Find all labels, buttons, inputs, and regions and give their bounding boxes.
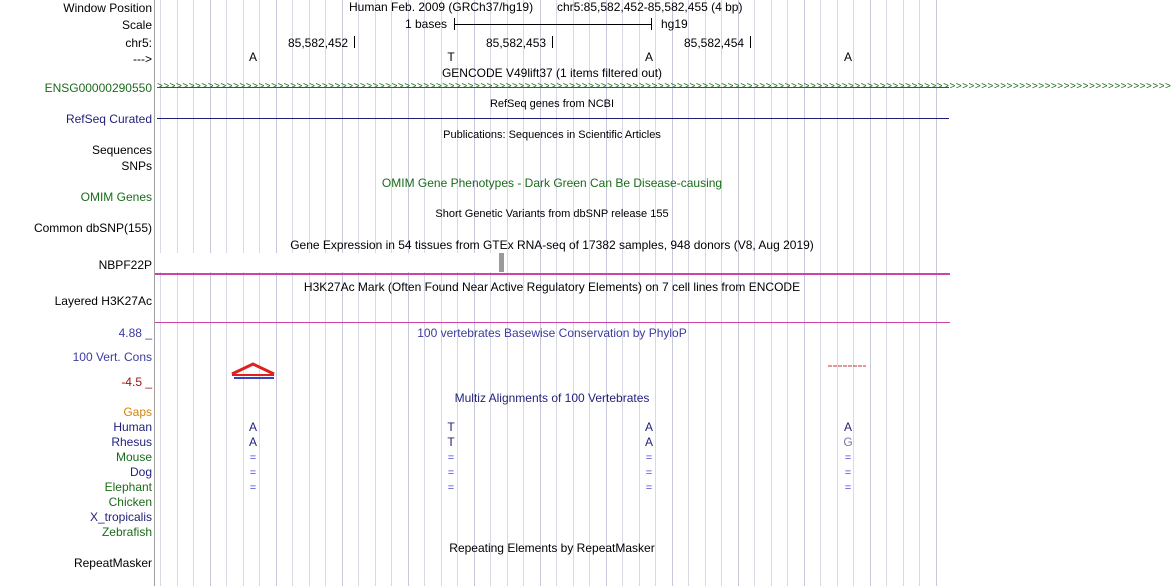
- dbsnp-label[interactable]: Common dbSNP(155): [33, 221, 152, 235]
- human-base: A: [644, 420, 653, 434]
- gtex-gene-marker[interactable]: [499, 253, 504, 272]
- reference-base: T: [447, 50, 455, 64]
- h3k27ac-label[interactable]: Layered H3K27Ac: [54, 294, 152, 308]
- repeatmasker-track-title[interactable]: Repeating Elements by RepeatMasker: [449, 541, 655, 555]
- omim-track-title[interactable]: OMIM Gene Phenotypes - Dark Green Can Be Disease-causing: [381, 176, 723, 190]
- scale-assembly: hg19: [661, 17, 688, 31]
- multiz-track-title[interactable]: Multiz Alignments of 100 Vertebrates: [454, 391, 650, 405]
- rhesus-base: G: [843, 435, 853, 449]
- elephant-match: =: [249, 482, 257, 494]
- gtex-track-title[interactable]: Gene Expression in 54 tissues from GTEx RNA-seq of 17382 samples, 948 donors (V8, Aug 2019): [290, 238, 814, 252]
- h3k27ac-track-title[interactable]: H3K27Ac Mark (Often Found Near Active Regulatory Elements) on 7 cell lines from ENCODE: [303, 280, 801, 294]
- refseq-label[interactable]: RefSeq Curated: [65, 112, 152, 126]
- gencode-track-title[interactable]: GENCODE V49lift37 (1 items filtered out): [441, 66, 663, 80]
- phylop-min-label: -4.5 _: [121, 375, 152, 389]
- repeatmasker-label[interactable]: RepeatMasker: [73, 556, 152, 570]
- h3k27ac-signal-line: [155, 322, 950, 323]
- scale-bar: [454, 24, 652, 25]
- species-label: Zebrafish: [101, 525, 152, 539]
- refseq-gene-line[interactable]: [157, 118, 949, 119]
- snps-label[interactable]: SNPs: [121, 159, 152, 173]
- dbsnp-track-title[interactable]: Short Genetic Variants from dbSNP release 155: [435, 208, 669, 220]
- phylop-max-label: 4.88 _: [118, 326, 152, 340]
- human-base: T: [447, 420, 455, 434]
- mouse-match: =: [447, 452, 455, 464]
- elephant-match: =: [447, 482, 455, 494]
- phylop-negative-glyph: [826, 362, 870, 370]
- label-divider: [154, 0, 155, 586]
- coord-label: 85,582,453: [486, 36, 547, 50]
- dog-match: =: [447, 467, 455, 479]
- coord-label: 85,582,452: [288, 36, 349, 50]
- mouse-match: =: [645, 452, 653, 464]
- gtex-separator-line: [155, 273, 950, 275]
- gencode-strand-chevrons: >>>>>>>>>>>>>>>>>>>>>>>>>>>>>>>>>>>>>>>>>>>>>>>>>>>>>>>>>>>>>>>>>>>>>>>>>>>>>>>>>>>>>>>>>>>>>>>>>>>>>>>>>>>>>>>>>>>>>>>>>>>>>>>>>>>>>>>>>>>>>>>>>>>>>>>>>>>>>>>>: [157, 81, 1171, 92]
- scale-bar-right: [651, 18, 652, 30]
- publications-track-title[interactable]: Publications: Sequences in Scientific Articles: [443, 129, 661, 141]
- species-label: Mouse: [115, 450, 152, 464]
- phylop-track-title[interactable]: 100 vertebrates Basewise Conservation by PhyloP: [417, 326, 687, 340]
- species-label: Chicken: [108, 495, 152, 509]
- scale-value: 1 bases: [405, 17, 448, 31]
- rhesus-base: T: [447, 435, 455, 449]
- human-base: A: [248, 420, 257, 434]
- gencode-item-label[interactable]: ENSG00000290550: [44, 81, 152, 95]
- species-label: Human: [113, 420, 152, 434]
- species-label: Dog: [129, 465, 152, 479]
- dog-match: =: [645, 467, 653, 479]
- mouse-match: =: [844, 452, 852, 464]
- chrom-label: chr5:: [125, 36, 152, 50]
- sequences-label[interactable]: Sequences: [91, 143, 152, 157]
- assembly-title: Human Feb. 2009 (GRCh37/hg19): [349, 0, 534, 14]
- human-base: A: [843, 420, 852, 434]
- reference-base: A: [644, 50, 653, 64]
- gtex-gene-box[interactable]: [157, 253, 500, 272]
- mouse-match: =: [249, 452, 257, 464]
- gtex-gene-label[interactable]: NBPF22P: [98, 258, 152, 272]
- omim-label[interactable]: OMIM Genes: [80, 190, 152, 204]
- coord-tick: [354, 36, 355, 48]
- coord-tick: [552, 36, 553, 48]
- species-label: Elephant: [104, 480, 152, 494]
- scale-label: Scale: [121, 18, 152, 32]
- rhesus-base: A: [248, 435, 257, 449]
- strand-label: --->: [133, 52, 152, 66]
- coord-tick: [750, 36, 751, 48]
- elephant-match: =: [844, 482, 852, 494]
- phylop-conservation-glyph: [226, 360, 282, 386]
- dog-match: =: [844, 467, 852, 479]
- window-position-label: Window Position: [63, 1, 152, 15]
- species-label: Rhesus: [111, 435, 152, 449]
- rhesus-base: A: [644, 435, 653, 449]
- reference-base: A: [843, 50, 852, 64]
- refseq-track-title[interactable]: RefSeq genes from NCBI: [489, 98, 615, 110]
- window-position-value: chr5:85,582,452-85,582,455 (4 bp): [557, 0, 743, 14]
- species-label: X_tropicalis: [89, 510, 152, 524]
- dog-match: =: [249, 467, 257, 479]
- phylop-label[interactable]: 100 Vert. Cons: [72, 350, 152, 364]
- gaps-label: Gaps: [123, 405, 152, 419]
- coord-label: 85,582,454: [684, 36, 745, 50]
- reference-base: A: [248, 50, 257, 64]
- elephant-match: =: [645, 482, 653, 494]
